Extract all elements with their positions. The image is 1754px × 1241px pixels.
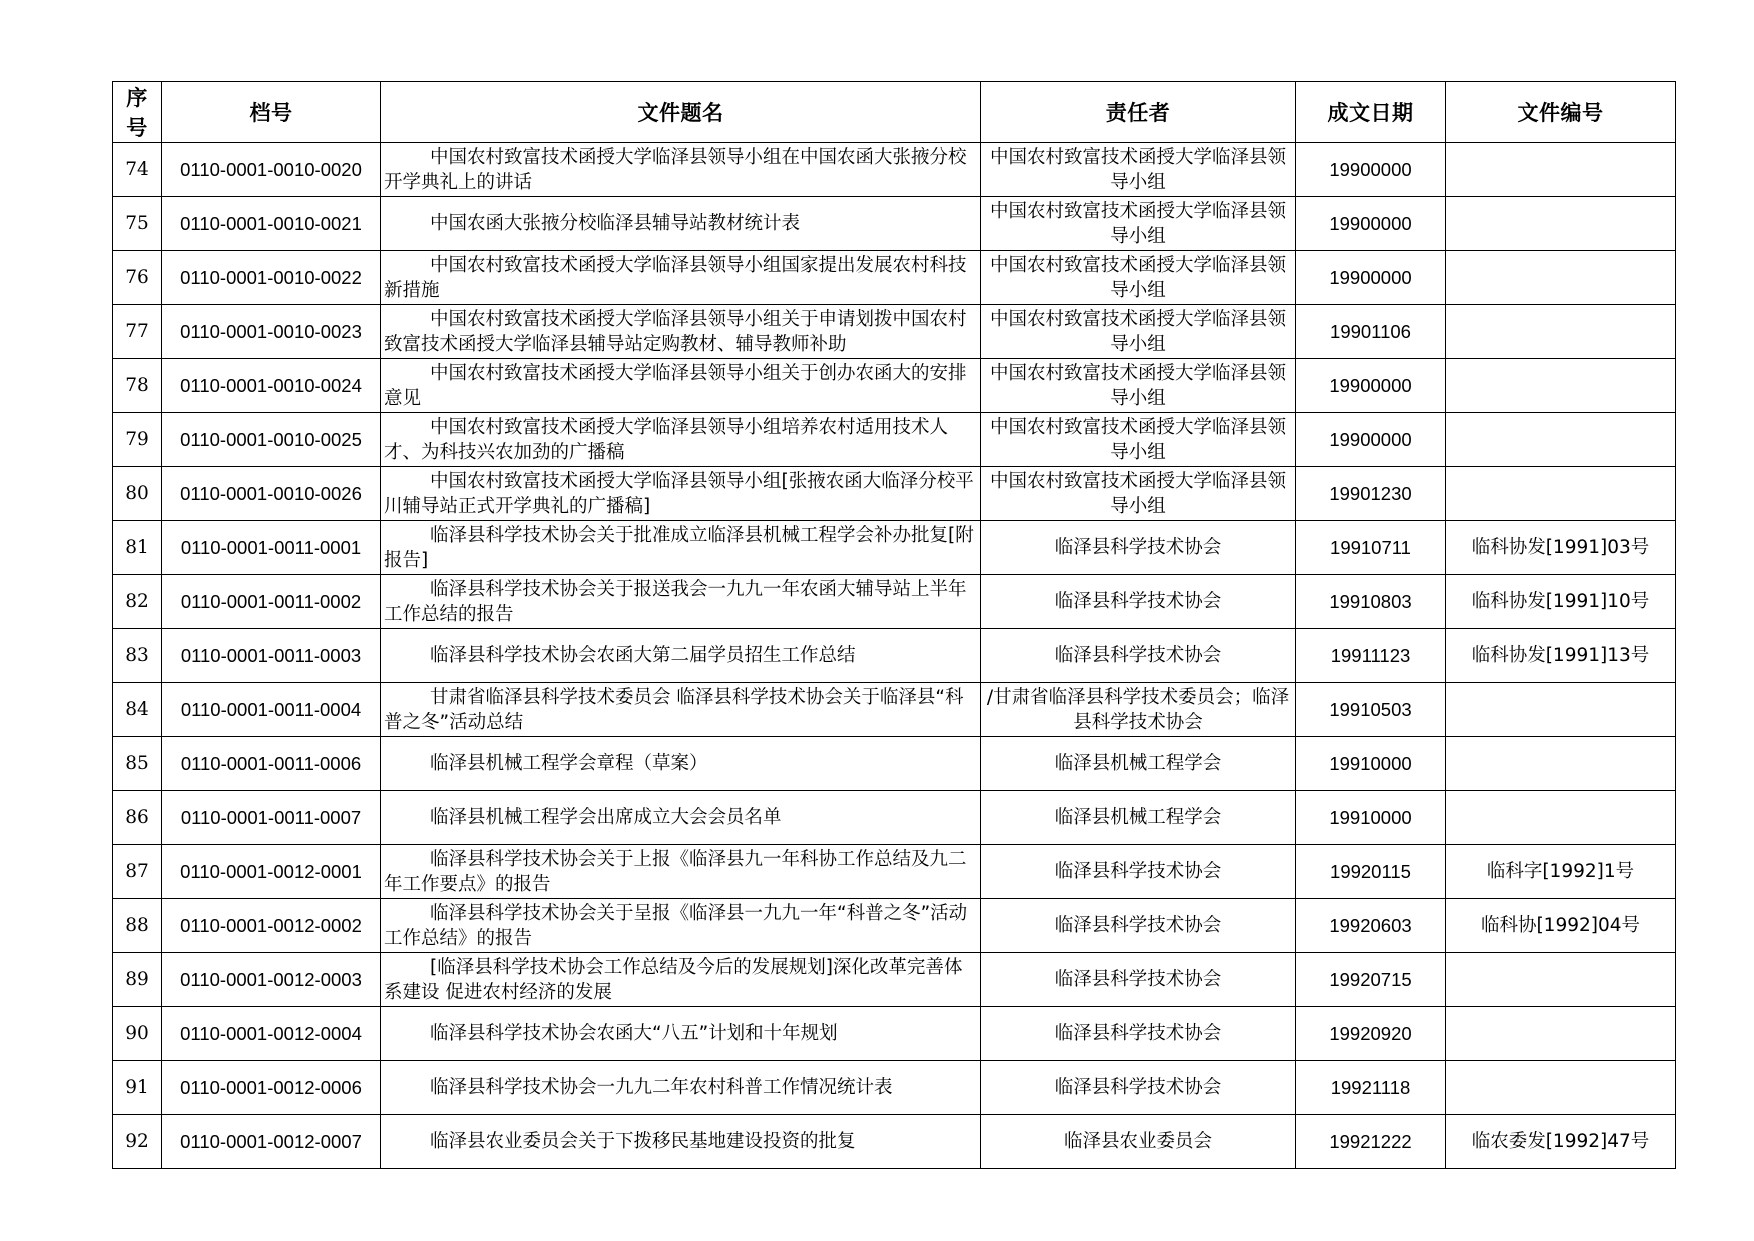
responsible-cell: 临泽县科学技术协会	[981, 521, 1296, 575]
table-row	[113, 251, 1676, 305]
doc-no-cell	[1446, 305, 1676, 359]
table-row	[113, 305, 1676, 359]
seq-cell: 78	[113, 359, 162, 413]
archive-no-cell: 0110-0001-0010-0026	[162, 467, 381, 521]
header-responsible: 责任者	[981, 82, 1296, 143]
date-cell: 19920603	[1296, 899, 1446, 953]
archive-no-cell: 0110-0001-0012-0003	[162, 953, 381, 1007]
table-row	[113, 899, 1676, 953]
header-date: 成文日期	[1296, 82, 1446, 143]
date-cell: 19901106	[1296, 305, 1446, 359]
table-row	[113, 845, 1676, 899]
archive-no-cell: 0110-0001-0010-0020	[162, 143, 381, 197]
archive-no-cell: 0110-0001-0012-0004	[162, 1007, 381, 1061]
table-row	[113, 953, 1676, 1007]
title-cell: 中国农村致富技术函授大学临泽县领导小组在中国农函大张掖分校开学典礼上的讲话	[381, 143, 981, 197]
archive-no-cell: 0110-0001-0011-0006	[162, 737, 381, 791]
table-row	[113, 1007, 1676, 1061]
title-cell: 临泽县机械工程学会章程（草案）	[381, 737, 981, 791]
doc-no-cell	[1446, 791, 1676, 845]
header-title: 文件题名	[381, 82, 981, 143]
table-row	[113, 143, 1676, 197]
responsible-cell: /甘肃省临泽县科学技术委员会；临泽县科学技术协会	[981, 683, 1296, 737]
archive-no-cell: 0110-0001-0012-0001	[162, 845, 381, 899]
table-row	[113, 683, 1676, 737]
date-cell: 19900000	[1296, 413, 1446, 467]
table-row	[113, 575, 1676, 629]
seq-cell: 88	[113, 899, 162, 953]
archive-no-cell: 0110-0001-0012-0002	[162, 899, 381, 953]
responsible-cell: 中国农村致富技术函授大学临泽县领导小组	[981, 143, 1296, 197]
title-cell: 中国农村致富技术函授大学临泽县领导小组国家提出发展农村科技新措施	[381, 251, 981, 305]
seq-cell: 76	[113, 251, 162, 305]
table-row	[113, 1115, 1676, 1169]
responsible-cell: 中国农村致富技术函授大学临泽县领导小组	[981, 467, 1296, 521]
seq-cell: 75	[113, 197, 162, 251]
seq-cell: 91	[113, 1061, 162, 1115]
doc-no-cell: 临农委发[1992]47号	[1446, 1115, 1676, 1169]
responsible-cell: 中国农村致富技术函授大学临泽县领导小组	[981, 197, 1296, 251]
seq-cell: 86	[113, 791, 162, 845]
doc-no-cell	[1446, 359, 1676, 413]
responsible-cell: 中国农村致富技术函授大学临泽县领导小组	[981, 359, 1296, 413]
doc-no-cell	[1446, 197, 1676, 251]
date-cell: 19920920	[1296, 1007, 1446, 1061]
date-cell: 19910000	[1296, 791, 1446, 845]
table-row	[113, 791, 1676, 845]
archive-no-cell: 0110-0001-0010-0025	[162, 413, 381, 467]
responsible-cell: 临泽县农业委员会	[981, 1115, 1296, 1169]
doc-no-cell: 临科协发[1991]13号	[1446, 629, 1676, 683]
date-cell: 19900000	[1296, 143, 1446, 197]
seq-cell: 84	[113, 683, 162, 737]
date-cell: 19910803	[1296, 575, 1446, 629]
seq-cell: 74	[113, 143, 162, 197]
header-archive-no: 档号	[162, 82, 381, 143]
title-cell: 临泽县农业委员会关于下拨移民基地建设投资的批复	[381, 1115, 981, 1169]
title-cell: 临泽县科学技术协会关于上报《临泽县九一年科协工作总结及九二年工作要点》的报告	[381, 845, 981, 899]
seq-cell: 90	[113, 1007, 162, 1061]
title-cell: 中国农村致富技术函授大学临泽县领导小组培养农村适用技术人才、为科技兴农加劲的广播稿	[381, 413, 981, 467]
archive-no-cell: 0110-0001-0012-0007	[162, 1115, 381, 1169]
archive-no-cell: 0110-0001-0010-0024	[162, 359, 381, 413]
responsible-cell: 临泽县科学技术协会	[981, 1007, 1296, 1061]
archive-no-cell: 0110-0001-0011-0001	[162, 521, 381, 575]
title-cell: 中国农村致富技术函授大学临泽县领导小组关于申请划拨中国农村致富技术函授大学临泽县辅导站定购教材、辅导教师补助	[381, 305, 981, 359]
title-cell: 临泽县科学技术协会一九九二年农村科普工作情况统计表	[381, 1061, 981, 1115]
responsible-cell: 临泽县科学技术协会	[981, 953, 1296, 1007]
doc-no-cell	[1446, 143, 1676, 197]
responsible-cell: 临泽县机械工程学会	[981, 737, 1296, 791]
table-row	[113, 629, 1676, 683]
doc-no-cell	[1446, 953, 1676, 1007]
table-body	[113, 143, 1676, 1169]
seq-cell: 79	[113, 413, 162, 467]
header-row	[113, 82, 1676, 143]
responsible-cell: 临泽县科学技术协会	[981, 575, 1296, 629]
table-row	[113, 197, 1676, 251]
date-cell: 19920715	[1296, 953, 1446, 1007]
title-cell: 临泽县科学技术协会关于批准成立临泽县机械工程学会补办批复[附报告]	[381, 521, 981, 575]
seq-cell: 83	[113, 629, 162, 683]
date-cell: 19910711	[1296, 521, 1446, 575]
table-row	[113, 521, 1676, 575]
seq-cell: 89	[113, 953, 162, 1007]
title-cell: [临泽县科学技术协会工作总结及今后的发展规划]深化改革完善体系建设 促进农村经济的发展	[381, 953, 981, 1007]
seq-cell: 85	[113, 737, 162, 791]
archive-no-cell: 0110-0001-0011-0004	[162, 683, 381, 737]
seq-cell: 87	[113, 845, 162, 899]
title-cell: 临泽县科学技术协会农函大第二届学员招生工作总结	[381, 629, 981, 683]
title-cell: 中国农函大张掖分校临泽县辅导站教材统计表	[381, 197, 981, 251]
date-cell: 19910000	[1296, 737, 1446, 791]
doc-no-cell	[1446, 413, 1676, 467]
responsible-cell: 临泽县科学技术协会	[981, 1061, 1296, 1115]
date-cell: 19910503	[1296, 683, 1446, 737]
doc-no-cell	[1446, 1061, 1676, 1115]
responsible-cell: 临泽县科学技术协会	[981, 845, 1296, 899]
seq-cell: 81	[113, 521, 162, 575]
seq-cell: 92	[113, 1115, 162, 1169]
doc-no-cell	[1446, 467, 1676, 521]
date-cell: 19901230	[1296, 467, 1446, 521]
archive-catalog-table	[112, 81, 1676, 1169]
responsible-cell: 中国农村致富技术函授大学临泽县领导小组	[981, 251, 1296, 305]
table-row	[113, 413, 1676, 467]
title-cell: 甘肃省临泽县科学技术委员会 临泽县科学技术协会关于临泽县“科普之冬”活动总结	[381, 683, 981, 737]
title-cell: 临泽县科学技术协会关于报送我会一九九一年农函大辅导站上半年工作总结的报告	[381, 575, 981, 629]
doc-no-cell: 临科协[1992]04号	[1446, 899, 1676, 953]
responsible-cell: 临泽县机械工程学会	[981, 791, 1296, 845]
date-cell: 19900000	[1296, 197, 1446, 251]
responsible-cell: 临泽县科学技术协会	[981, 629, 1296, 683]
doc-no-cell	[1446, 1007, 1676, 1061]
doc-no-cell	[1446, 737, 1676, 791]
doc-no-cell	[1446, 683, 1676, 737]
archive-no-cell: 0110-0001-0011-0007	[162, 791, 381, 845]
archive-no-cell: 0110-0001-0010-0023	[162, 305, 381, 359]
title-cell: 中国农村致富技术函授大学临泽县领导小组关于创办农函大的安排意见	[381, 359, 981, 413]
table-row	[113, 359, 1676, 413]
date-cell: 19921118	[1296, 1061, 1446, 1115]
date-cell: 19911123	[1296, 629, 1446, 683]
title-cell: 临泽县科学技术协会关于呈报《临泽县一九九一年“科普之冬”活动工作总结》的报告	[381, 899, 981, 953]
table-row	[113, 1061, 1676, 1115]
title-cell: 临泽县机械工程学会出席成立大会会员名单	[381, 791, 981, 845]
date-cell: 19920115	[1296, 845, 1446, 899]
table-row	[113, 467, 1676, 521]
date-cell: 19900000	[1296, 359, 1446, 413]
archive-no-cell: 0110-0001-0010-0022	[162, 251, 381, 305]
doc-no-cell: 临科协发[1991]03号	[1446, 521, 1676, 575]
doc-no-cell: 临科协发[1991]10号	[1446, 575, 1676, 629]
date-cell: 19921222	[1296, 1115, 1446, 1169]
archive-no-cell: 0110-0001-0012-0006	[162, 1061, 381, 1115]
date-cell: 19900000	[1296, 251, 1446, 305]
title-cell: 临泽县科学技术协会农函大“八五”计划和十年规划	[381, 1007, 981, 1061]
seq-cell: 82	[113, 575, 162, 629]
header-seq: 序号	[113, 82, 162, 143]
archive-no-cell: 0110-0001-0011-0003	[162, 629, 381, 683]
responsible-cell: 临泽县科学技术协会	[981, 899, 1296, 953]
table-row	[113, 737, 1676, 791]
archive-no-cell: 0110-0001-0010-0021	[162, 197, 381, 251]
title-cell: 中国农村致富技术函授大学临泽县领导小组[张掖农函大临泽分校平川辅导站正式开学典礼的广播稿]	[381, 467, 981, 521]
header-doc-no: 文件编号	[1446, 82, 1676, 143]
doc-no-cell: 临科字[1992]1号	[1446, 845, 1676, 899]
doc-no-cell	[1446, 251, 1676, 305]
archive-no-cell: 0110-0001-0011-0002	[162, 575, 381, 629]
responsible-cell: 中国农村致富技术函授大学临泽县领导小组	[981, 413, 1296, 467]
responsible-cell: 中国农村致富技术函授大学临泽县领导小组	[981, 305, 1296, 359]
seq-cell: 80	[113, 467, 162, 521]
seq-cell: 77	[113, 305, 162, 359]
